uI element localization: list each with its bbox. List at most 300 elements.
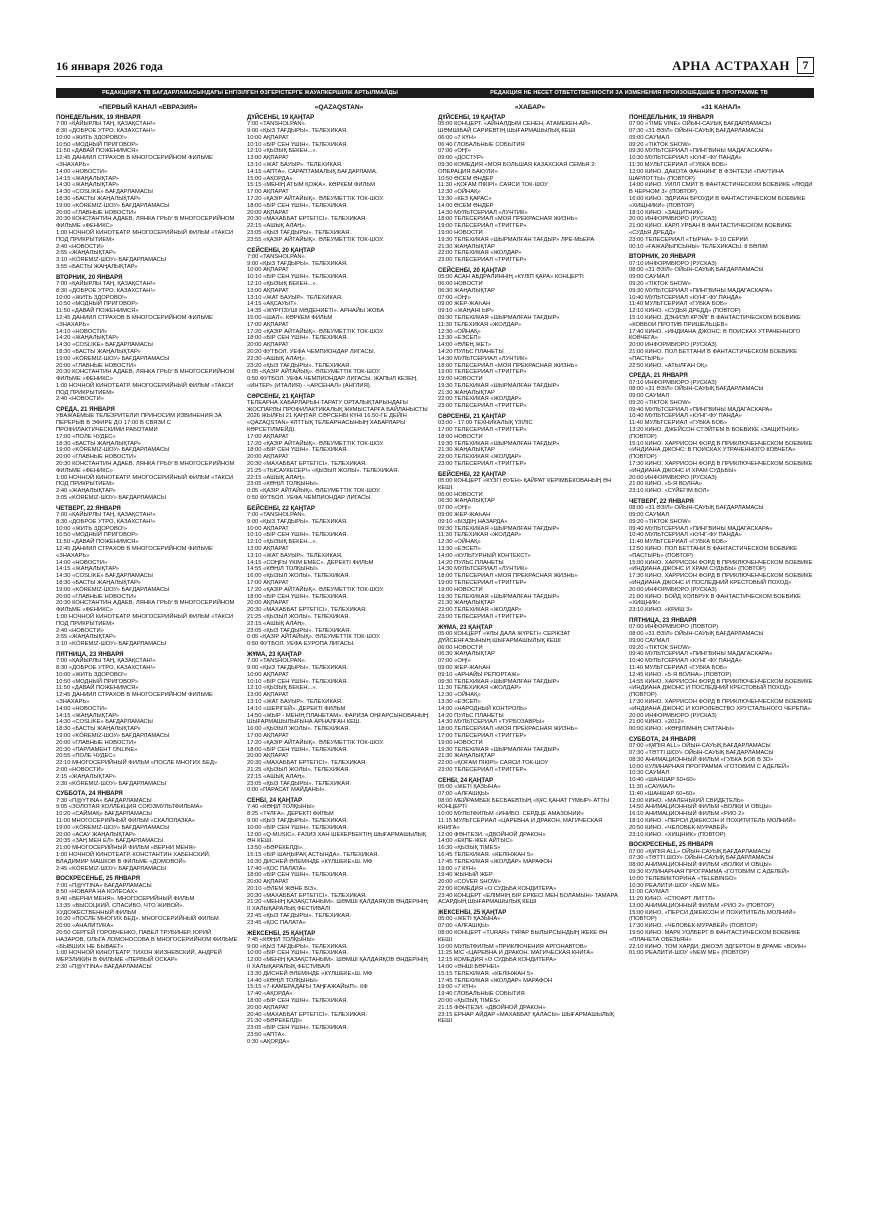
program-listing: 10:50 «МОДНЫЙ ПРИГОВОР» xyxy=(56,301,139,308)
program-listing: 22:15 «АШЫҚ АЛАҢ». xyxy=(247,474,307,481)
program-listing: 20:20 ФУТБОЛ. УЕФА ЧЕМПИОНДАР ЛИГАСЫ. xyxy=(247,348,376,355)
program-listing: 23:00 ТЕЛЕСЕРИАЛ «ТРИГГЕР» xyxy=(438,461,527,468)
day-heading: ЧЕТВЕРГ, 22 ЯНВАРЯ xyxy=(56,504,121,512)
program-listing: 19:00 ТЕЛЕСЕРИАЛ «ТРИГГЕР» xyxy=(438,580,527,587)
program-listing: 21:00 МНОГОСЕРИЙНЫЙ ФИЛЬМ «ВЕРНИ МЕНЯ» xyxy=(56,845,196,852)
program-listing: 08:00 «31 ӘЗІЛ» ОЙЫН-САУЫҚ БАҒДАРЛАМАСЫ xyxy=(629,505,764,512)
program-listing: 21:20 «МЕНІҢ ҚАЗАҚСТАНЫМ». ШӘМШІ ҚАЛДАЯҚОВ ӘНДЕРІНІҢ ІІ ХАЛЫҚАРАЛЫҚ ФЕСТИВАЛІ xyxy=(247,899,430,913)
program-listing: 22:00 ТЕЛЕХИКАЯ «ЖОЛДАР» xyxy=(438,250,522,257)
program-listing: 22:30 «АШЫҚ АЛАҢ». xyxy=(247,355,307,362)
program-listing: 12:30 «ОЙНАҚ» xyxy=(438,189,481,196)
program-listing: 18:10 КИНО. «ЗАЩИТНИК» xyxy=(629,209,704,216)
program-listing: 10:10 «БІР СЕН ҮШІН». ТЕЛЕХИКАЯ. xyxy=(247,532,349,539)
program-listing: 13:30 «ЕЭСЕП» xyxy=(438,546,481,553)
program-listing: 09:30 КУЛИНАРНАЯ ПРОГРАММА «ГОТОВИМ С АДЕЛЕЙ» xyxy=(629,868,790,875)
program-listing: 19:00 «KÓREMIZ-ШОУ» БАҒДАРЛАМАСЫ xyxy=(56,447,170,454)
program-listing: 13:35 «ВЫСОЦКИЙ. СПАСИБО, ЧТО ЖИВОЙ». ХУДОЖЕСТВЕННЫЙ ФИЛЬМ xyxy=(56,902,186,916)
program-listing: 18:00 ТЕЛЕСЕРИАЛ «МОЯ ПРЕКРАСНАЯ ЖИЗНЬ» xyxy=(438,726,578,733)
newspaper-title: АРНА АСТРАХАН xyxy=(672,58,790,73)
program-listing: 14:35 «ЖҮРГІЗУШІ МӘДЕНИЕТІ». АРНАЙЫ ЖОБА xyxy=(247,308,384,315)
program-listing: 10:00 «БІР СЕН ҮШІН». ТЕЛЕХИКАЯ. xyxy=(247,950,349,957)
program-listing: 20:30 «МАХАББАТ ЕРТЕГІСІ». ТЕЛЕХИКАЯ. xyxy=(247,760,367,767)
program-listing: 7:30 «П@YTINA» БАҒДАРЛАМАСЫ xyxy=(56,797,152,804)
program-listing: 09:00 ЖЕР-ЖАҺАН xyxy=(438,664,491,671)
program-listing: 22:00 ТЕЛЕХИКАЯ «ЖОЛДАР» xyxy=(438,396,522,403)
program-listing: 17:00 «ПОЛЕ ЧУДЕС» xyxy=(56,433,116,440)
program-listing: 15:00 КИНО. ХАРРИСОН ФОРД В ПРИКЛЮЧЕНЧЕСКОМ БОЕВИКЕ «ИНДИАНА ДЖОНС И ХРАМ СУДЬБЫ» (ПОВТОР) xyxy=(629,559,815,573)
program-listing: 7:00 «TANSHOLPAN». xyxy=(247,121,307,128)
program-listing: 18:00 «БІР СЕН ҮШІН». ТЕЛЕХИКАЯ. xyxy=(247,998,349,1005)
program-listing: 20:30 «МАХАББАТ ЕРТЕГІСІ». ТЕЛЕХИКАЯ. xyxy=(247,461,367,468)
day-heading: ЖҰМА, 23 ҚАҢТАР xyxy=(438,623,493,631)
program-listing: 12:10 КИНО. «СУДЬЯ ДРЕДД» (ПОВТОР) xyxy=(629,308,741,315)
program-listing: 10:00 «ЖИТЬ ЗДОРОВО!» xyxy=(56,525,128,532)
program-listing: 23:45 «ҚОС ПАЛАТА» xyxy=(247,919,306,926)
program-listing: 2:55 «ЖАҢАЛЫҚТАР» xyxy=(56,634,116,641)
program-listing: 14:00 «НОВОСТИ» xyxy=(56,705,108,712)
program-listing: 20:30 КОНСТАНТИН АДАЕВ, ЛЯНКА ГРЫУ В МНОГОСЕРИЙНОМ ФИЛЬМЕ «ФЕНИКС» xyxy=(56,600,237,614)
program-listing: 8:30 «ДОБРОЕ УТРО, КАЗАХСТАН!» xyxy=(56,664,156,671)
program-listing: 13:30 «ЕЭСЕП» xyxy=(438,698,481,705)
program-listing: 15:15 «МЕНІҢ АТЫМ ҚОЖА». КӨРКЕМ ФИЛЬМ xyxy=(247,182,375,189)
program-listing: 7:00 «TANSHOLPAN». xyxy=(247,253,307,260)
program-listing: 9:00 «ҚЫЗ ТАҒДЫРЫ». ТЕЛЕХИКАЯ. xyxy=(247,260,348,267)
program-listing: 17:20 «ҚАЗІР АЙТАЙЫҚ». ӘЛЕУМЕТТІК ТОК-ШОУ. xyxy=(247,586,384,593)
program-listing: 21:00 КИНО. «2012» xyxy=(629,719,684,726)
program-listing: 9:05 «ЗОЛОТАЯ КОЛЛЕКЦИЯ СОЮЗМУЛЬТФИЛЬМА» xyxy=(56,804,203,811)
program-listing: 19:00 «KÓREMIZ-ШОУ» БАҒДАРЛАМАСЫ xyxy=(56,355,170,362)
program-listing: 23:00 ТЕЛЕСЕРИАЛ «ТРИГГЕР» xyxy=(438,614,527,620)
program-listing: 07:00 «ҚҰПІЯ ALL» ОЙЫН-САУЫҚ БАҒДАРЛАМАСЫ xyxy=(629,848,771,855)
day-heading: БЕЙСЕНБІ, 22 ҚАҢТАР xyxy=(247,504,315,512)
program-listing: 11:50 «ДАВАЙ ПОЖЕНИМСЯ» xyxy=(56,685,139,692)
program-listing: 12:30 «ОЙНАҚ» xyxy=(438,328,481,335)
program-listing: 17:00 ТЕЛЕСЕРИАЛ «ТРИГГЕР» xyxy=(438,732,527,739)
program-listing: 16:30 «ҚЫЗЫҚ TIMES» xyxy=(438,845,501,852)
program-listing: 7:00 «ҚАЙЫРЛЫ ТАҢ, ҚАЗАҚСТАН!» xyxy=(56,121,156,128)
program-listing: 14:00 ӨСЕМ ӨНДЕР xyxy=(438,202,494,209)
program-listing: 10:00 КУЛИНАРНАЯ ПРОГРАММА «ГОТОВИМ С АДЕЛЕЙ» xyxy=(629,763,790,770)
program-listing: 12:10 «ҚЫЗЫҚ БЕКЕН...». xyxy=(247,280,318,287)
program-listing: 06:00 НОВОСТИ xyxy=(438,280,483,287)
program-listing: 09:40 МУЛЬТСЕРИАЛ «ПИНГВИНЫ МАДАГАСКАРА» xyxy=(629,651,773,658)
day-heading: СӘРСЕНБІ, 21 ҚАҢТАР xyxy=(247,392,315,400)
program-listing: 11:00 САУМАЛ xyxy=(629,889,669,896)
program-listing: 20:30 «МАХАББАТ ЕРТЕГІСІ». ТЕЛЕХИКАЯ. xyxy=(247,607,367,614)
program-listing: 11:30 ТЕЛЕХИКАЯ «ЖОЛДАР» xyxy=(438,321,522,328)
day-heading: СУББОТА, 24 ЯНВАРЯ xyxy=(56,790,123,798)
program-listing: 14:30 «СOSLIKE» БАҒДАРЛАМАСЫ xyxy=(56,719,153,726)
program-listing: 20:00 «ГЛАВНЫЕ НОВОСТИ» xyxy=(56,362,137,369)
program-listing: 2:40 «НОВОСТИ» xyxy=(56,243,104,250)
program-listing: 09:30 МУЛЬТСЕРИАЛ «ПИНГВИНЫ МАДАГАСКАРА» xyxy=(629,287,773,294)
program-listing: 9:00 «ҚЫЗ ТАҒДЫРЫ». ТЕЛЕХИКАЯ. xyxy=(247,518,348,525)
program-listing: 21:30 «БӘРЕКЕЛДІ» xyxy=(247,1018,303,1025)
day-heading: ВОСКРЕСЕНЬЕ, 25 ЯНВАРЯ xyxy=(56,875,140,883)
program-listing: 11:00 МНОГОСЕРИЙНЫЙ ФИЛЬМ «СКАЛОЛАЗКА» xyxy=(56,817,195,824)
program-listing: 14:30 «СOSLIKE» БАҒДАРЛАМАСЫ xyxy=(56,342,153,349)
program-listing: 19:30 ТЕЛЕХИКАЯ «ШЫРМАЛҒАН ТАҒДЫР» xyxy=(438,382,560,389)
program-listing: 09:30 ТЕЛЕХИКАЯ «ШЫРМАЛҒАН ТАҒДЫР» xyxy=(438,314,560,321)
program-listing: 10:50 «МОДНЫЙ ПРИГОВОР» xyxy=(56,678,139,685)
program-listing: 12:00 ФӘНТЕЗИ. «ДВОЙНОЙ ДРАКОН» xyxy=(438,831,546,838)
program-listing: 7:00 «TANSHOLPAN». xyxy=(247,512,307,519)
program-listing: 13:30 «ЕЭСЕП» xyxy=(438,335,481,342)
program-listing: 15:10 КИНО. ДЭНИЭЛ КРЭЙГ В ФАНТАСТИЧЕСКОМ БОЕВИКЕ «КОВБОИ ПРОТИВ ПРИШЕЛЬЦЕВ» xyxy=(629,314,803,328)
program-listing: 09:00 САУМАЛ xyxy=(629,637,670,644)
program-listing: 14:00 «ЕКПЕ-ЖЕК АЙТЫС» xyxy=(438,838,513,845)
day-heading: СРЕДА, 21 ЯНВАРЯ xyxy=(629,372,688,380)
program-listing: 08:00 «31 ӘЗІЛ» ОЙЫН-САУЫҚ БАҒДАРЛАМАСЫ xyxy=(629,631,764,637)
program-listing: 22:00 «ҚОҒАМ ПІКІРІ» САЯСИ ТОК-ШОУ xyxy=(438,760,549,767)
program-listing: 10:30 РЕАЛИТИ-ШОУ «NEW ME» xyxy=(629,882,720,889)
program-listing: 20:00 «ГЛАВНЫЕ НОВОСТИ» xyxy=(56,593,137,600)
program-listing: 19:30 ТЕЛЕХИКАЯ «ШЫРМАЛҒАН ТАҒДЫР» xyxy=(438,440,560,447)
program-listing: 14:20 «ЖАҢАЛЫҚТАР» xyxy=(56,335,120,342)
program-listing: 21:30 ЖАҢАЛЫҚТАР xyxy=(438,447,495,454)
program-listing: 21:00 КИНО. «5-Я ВОЛНА» xyxy=(629,481,702,488)
program-listing: 20:30 КОНСТАНТИН АДАЕВ, ЛЯНКА ГРЫУ В МНОГОСЕРИЙНОМ ФИЛЬМЕ «ФЕНИКС» xyxy=(56,461,237,474)
program-listing: 16:45 ТЕЛЕХИКАЯ. «КЕЛІНЖАН 5» xyxy=(438,851,534,858)
program-listing: 12:45 ДАНИИЛ СТРАХОВ В МНОГОСЕРИЙНОМ ФИЛЬМЕ «ЗНАХАРЬ» xyxy=(56,314,215,328)
program-listing: 14:30 МУЛЬТСЕРИАЛ «ЛУНТИК» xyxy=(438,355,528,362)
program-listing: 17:00 АҚПАРАТ xyxy=(247,433,289,440)
program-listing: 21:30 ЖАҢАЛЫҚТАР xyxy=(438,600,495,607)
program-listing: 18:00 «БІР СЕН ҮШІН». ТЕЛЕХИКАЯ. xyxy=(247,447,349,454)
program-listing: 08:00 КОНЦЕРТ «TURAR» ТҰРАР БЫЛЫРСЫНДЫҢ ЖЕКЕ ӘН КЕШІ xyxy=(438,930,609,943)
program-listing: 19:00 «KÓREMIZ-ШОУ» БАҒДАРЛАМАСЫ xyxy=(56,824,170,831)
program-listing: 12:10 «ҚЫЗЫҚ БЕКЕН...». xyxy=(247,685,318,692)
program-listing: 16:00 КИНО. ЭДРИАН БРОУДИ В ФАНТАСТИЧЕСКОМ БОЕВИКЕ «ХИЩНИКИ» (ПОВТОР) xyxy=(629,195,808,209)
program-listing: 17:20 «ҚАЗІР АЙТАЙЫҚ». ӘЛЕУМЕТТІК ТОК-ШОУ. xyxy=(247,440,384,447)
program-listing: 12:45 ДАНИИЛ СТРАХОВ В МНОГОСЕРИЙНОМ ФИЛЬМЕ «ЗНАХАРЬ» xyxy=(56,155,215,168)
program-listing: 0:00 «ПАРАСАТ МАЙДАНЫ». xyxy=(247,787,326,794)
program-listing: 15:15 ТЕЛЕХИКАЯ. «КЕЛІНЖАН 5» xyxy=(438,970,534,977)
program-listing: 13:00 АҚПАРАТ xyxy=(247,155,289,162)
program-listing: 14:15 «АПТА». САРАПТАМАЛЫҚ БАҒДАРЛАМА. xyxy=(247,168,378,175)
day-heading: СЕЙСЕНБІ, 20 ҚАҢТАР xyxy=(438,266,506,274)
program-listing: УВАЖАЕМЫЕ ТЕЛЕЗРИТЕЛИ! ПРИНОСИМ ИЗВИНЕНИЯ ЗА ПЕРЕРЫВ В ЭФИРЕ ДО 17:00 В СВЯЗИ С ПРОФИЛАКТИЧЕСКИМИ РАБОТАМИ xyxy=(56,413,224,434)
program-listing: 19:00 НОВОСТИ xyxy=(438,739,483,746)
program-listing: 9:00 «ҚЫЗ ТАҒДЫРЫ». ТЕЛЕХИКАЯ. xyxy=(247,128,348,134)
day-heading: СЕНБІ, 24 ҚАҢТАР xyxy=(247,797,303,805)
program-listing: 14:30 «СOSLIKE» БАҒДАРЛАМАСЫ xyxy=(56,573,153,580)
program-listing: 20:55 «ПОЛЕ ЧУДЕС» xyxy=(56,753,116,760)
program-listing: 11:50 «ДАВАЙ ПОЖЕНИМСЯ» xyxy=(56,539,139,546)
program-listing: 2:30 «П@YTINA» БАҒДАРЛАМАСЫ xyxy=(56,964,152,971)
program-listing: 10:00 «ЖИТЬ ЗДОРОВО!» xyxy=(56,134,128,141)
program-listing: 20:00 ИНФОРМБЮРО (РУСКАЗ) xyxy=(629,216,717,223)
day-heading: СРЕДА, 21 ЯНВАРЯ xyxy=(56,406,115,414)
page-number: 7 xyxy=(797,57,814,74)
program-listing: 06:00 НОВОСТИ xyxy=(438,491,483,498)
program-listing: 14:50 АНИМАЦИОННЫЙ ФИЛЬМ «ВОЛКИ И ОВЦЫ» xyxy=(629,804,772,811)
program-listing: 11:30 МУЛЬТСЕРИАЛ «ГУБКА БОБ» xyxy=(629,161,728,168)
program-listing: 23:55 «ҚАЗІР АЙТАЙЫҚ». ӘЛЕУМЕТТІК ТОК-ШОУ. xyxy=(247,236,384,243)
program-listing: 05:00 «ЖЕТІ ҚАЗЫНА» xyxy=(438,916,501,923)
program-listing: 14:40 «КӨҢІЛ ТОЛҚЫНЫ» xyxy=(247,977,319,984)
day-heading: СЕНБІ, 24 ҚАҢТАР xyxy=(438,776,494,784)
program-listing: 06:30 ЖАҢАЛЫҚТАР xyxy=(438,498,495,505)
channel-column xyxy=(247,104,431,1222)
program-listing: 2:00 «НОВОСТИ» xyxy=(56,766,104,773)
program-listing: 09:00 ЖЕР-ЖАҺАН xyxy=(438,301,491,308)
program-listing: 14:30 МУЛЬТСЕРИАЛ «ТУРБОЗАВРЫ» xyxy=(438,719,545,726)
program-listing: 23:00 ТЕЛЕСЕРИАЛ «ТРИГГЕР» xyxy=(438,766,527,773)
program-listing: 06:40 ГЛОБАЛЬНЫЕ СОБЫТИЯ xyxy=(438,141,525,148)
program-listing: 13:30 «КЕЗ ҚАРАС» xyxy=(438,195,492,202)
program-listing: 3:05 «KÓREMIZ-ШОУ» БАҒДАРЛАМАСЫ xyxy=(56,495,166,502)
program-listing: 23:05 «ҚЫЗ ТАҒДЫРЫ». ТЕЛЕХИКАЯ. xyxy=(247,780,351,787)
program-listing: 15:15 «7-КАМЕРАДАҒЫ ТАҢҒАЖАЙЫП». КФ xyxy=(247,984,368,991)
program-listing: 14:15 «ЖАҢАЛЫҚТАР» xyxy=(56,566,120,573)
program-listing: 16:00 «ҚЫЗЫЛ ЖОЛЫ». ТЕЛЕХИКАЯ. xyxy=(247,726,351,733)
program-listing: 07:00 «АЛҒАШҚЫ» xyxy=(438,790,490,797)
day-heading: ВОСКРЕСЕНЬЕ, 25 ЯНВАРЯ xyxy=(629,841,713,849)
program-listing: 10:00 АҚПАРАТ xyxy=(247,134,289,141)
program-listing: 19:00 «KÓREMIZ-ШОУ» БАҒДАРЛАМАСЫ xyxy=(56,202,170,209)
program-listing: 13:00 АҚПАРАТ xyxy=(247,546,289,553)
day-heading: ПОНЕДЕЛЬНИК, 19 ЯНВАРЯ xyxy=(56,114,141,121)
program-listing: 9:00 «ҚЫЗ ТАҒДЫРЫ». ТЕЛЕХИКАЯ. xyxy=(247,817,348,824)
program-listing: 14:00 КИНО. УИЛЛ СМИТ В ФАНТАСТИЧЕСКОМ БОЕВИКЕ «ЛЮДИ В ЧЕРНОМ 3» (ПОВТОР) xyxy=(629,182,815,196)
day-heading: ВТОРНИК, 20 ЯНВАРЯ xyxy=(56,273,123,281)
program-listing: 1:00 НОЧНОЙ КИНОТЕАТР. КОНСТАНТИН ХАБЕНСКИЙ, ВЛАДИМИР МАШКОВ В ФИЛЬМЕ «ДОМОВОЙ» xyxy=(56,851,213,865)
channel-title: «31 КАНАЛ» xyxy=(701,104,741,111)
program-listing: 2:55 «ЖАҢАЛЫҚТАР» xyxy=(56,250,116,257)
program-listing: 08:00 «31 ӘЗІЛ» ОЙЫН-САУЫҚ БАҒДАРЛАМАСЫ xyxy=(629,267,764,274)
program-listing: 09:00 САУМАЛ xyxy=(629,393,670,400)
program-listing: 17:20 «ҚАЗІР АЙТАЙЫҚ». ӘЛЕУМЕТТІК ТОК-ШОУ. xyxy=(247,739,384,746)
program-listing: 17:45 ТЕЛЕХИКАЯ «ЖОЛДАР» МАРАФОН xyxy=(438,858,553,865)
program-listing: 22:15 «АШЫҚ АЛАҢ». xyxy=(247,773,307,780)
program-listing: 19:30 ТЕЛЕХИКАЯ «ШЫРМАЛҒАН ТАҒДЫР» xyxy=(438,746,560,753)
program-listing: 06:30 ЖАҢАЛЫҚТАР xyxy=(438,651,495,658)
program-listing: 09:10 «БІЗДІҢ НАЗАРДА» xyxy=(438,518,508,525)
program-listing: 12:45 ДАНИИЛ СТРАХОВ В МНОГОСЕРИЙНОМ ФИЛЬМЕ «ЗНАХАРЬ» xyxy=(56,692,215,705)
program-listing: 7:45 «КӨҢІЛ ТОЛҚЫНЫ» xyxy=(247,936,315,943)
program-listing: 22:00 ТЕЛЕХИКАЯ «ЖОЛДАР» xyxy=(438,454,522,461)
day-heading: БЕЙСЕНБІ, 22 ҚАҢТАР xyxy=(438,470,506,478)
program-listing: 21:25 «ҚЫЗЫЛ ЖОЛЫ». ТЕЛЕХИКАЯ. xyxy=(247,614,351,620)
day-heading: ВТОРНИК, 20 ЯНВАРЯ xyxy=(629,253,696,261)
program-listing: 21:00 КИНО. БОЙД ХОЛБРУК В ФАНТАСТИЧЕСКОМ БОЕВИКЕ «ХИЩНИК» xyxy=(629,593,803,607)
program-listing: 2:40 «НОВОСТИ» xyxy=(56,627,104,634)
program-listing: 19:40 ЖЫНЫЙ ЖЕР xyxy=(438,872,493,879)
program-listing: 10:50 ӨСЕМ ӨНДЕР xyxy=(438,175,494,182)
program-listing: 09:30 МУЛЬТСЕРИАЛ «ПИНГВИНЫ МАДАГАСКАРА» xyxy=(629,148,773,155)
program-listing: 21:30 ЖАҢАЛЫҚТАР xyxy=(438,389,495,396)
program-listing: 8:25 «ТҰЛҒА». ДЕРЕКТІ ФИЛЬМ xyxy=(247,811,334,818)
program-listing: 17:00 АҚПАРАТ xyxy=(247,732,289,739)
program-listing: 23:05 «КӨҢІЛ ТОЛҚЫНЫ». xyxy=(247,481,320,488)
program-listing: 19:00 «KÓREMIZ-ШОУ» БАҒДАРЛАМАСЫ xyxy=(56,732,170,739)
program-listing: 14:10 «НОВОСТИ» xyxy=(56,328,108,335)
program-listing: 20:30 КОНСТАНТИН АДАЕВ, ЛЯНКА ГРЫУ В МНОГОСЕРИЙНОМ ФИЛЬМЕ «ФЕНИКС» xyxy=(56,369,237,383)
program-listing: 22:15 «АШЫҚ АЛАҢ». xyxy=(247,620,307,627)
program-listing: 3:10 «KÓREMIZ-ШОУ» БАҒДАРЛАМАСЫ xyxy=(56,641,166,648)
day-heading: ДҮЙСЕНБІ, 19 ҚАҢТАР xyxy=(247,114,315,121)
program-listing: 15:00 «АҚОРДА» xyxy=(247,175,293,182)
program-listing: 14:20 ПУЛЬС ПЛАНЕТЫ xyxy=(438,559,504,566)
program-listing: 10:10 «БІР СЕН ҮШІН». ТЕЛЕХИКАЯ. xyxy=(247,141,349,148)
program-listing: 18:00 ТЕЛЕСЕРИАЛ «МОЯ ПРЕКРАСНАЯ ЖИЗНЬ» xyxy=(438,362,578,369)
program-listing: 14:00 «ӨЛЕҢ ЖЕТ» xyxy=(438,342,492,349)
program-listing: 23:05 «БІР СЕН ҮШІН». ТЕЛЕХИКАЯ. xyxy=(247,1025,349,1032)
program-listing: 09:20 «ТІКТОК SHOW» xyxy=(629,280,691,287)
program-listing: 20:30 «МАХАББАТ ЕРТЕГІСІ». ТЕЛЕХИКАЯ. xyxy=(247,892,367,899)
program-listing: 10:40 МУЛЬТСЕРИАЛ «КУНГ-ФУ ПАНДА» xyxy=(629,413,742,420)
program-listing: 13:00 АҚПАРАТ xyxy=(247,287,289,294)
program-listing: 17:00 АҚПАРАТ xyxy=(247,580,289,587)
program-listing: 19:50 КИНО. МАРК УОЛБЕРГ В ФАНТАСТИЧЕСКОМ БОЕВИКЕ «ПЛАНЕТА ОБЕЗЬЯН» xyxy=(629,930,802,943)
program-listing: 7:00 «ҚАЙЫРЛЫ ТАҢ, ҚАЗАҚСТАН!» xyxy=(56,280,156,287)
program-listing: ТЕЛЕАРНА ХАБАРЛАРЫН ТАРАТУ ОРТАЛЫҚТАРЫНДАҒЫ ЖОСПАРЛЫ ПРОФИЛАКТИКАЛЫҚ ЖҰМЫСТАРҒА БАЙЛАНЫСТЫ 2026 ЖЫЛҒЫ 21 ҚАҢТАР, СӘРСЕНБІ КҮНІ 16.50-ГЕ ДЕЙІН «QAZAQSTAN» ҰЛТТЫҚ ТЕЛЕАРНАСЫНЫҢ ХАБАРЛАРЫ КӨРСЕТІЛМЕЙДІ. xyxy=(247,399,430,434)
program-listing: 21:00 КИНО. ПОЛ БЕТТАНИ В ФАНТАСТИЧЕСКОМ БОЕВИКЕ «ПАСТЫРЬ» xyxy=(629,348,799,362)
program-listing: 0:50 ФУТБОЛ. УЕФА ЧЕМПИОНДАР ЛИГАСЫ. ЖАПЫЛ КЕЗЕҢ. «ИНТЕР» (ИТАЛИЯ) - «АРСЕНАЛ» (АНГЛИЯ). xyxy=(247,376,420,389)
program-listing: 10:40 МУЛЬТСЕРИАЛ «КУНГ-ФУ ПАНДА» xyxy=(629,294,742,301)
program-listing: 23:20 «ҚЫЗ ТАҒДЫРЫ». ТЕЛЕХИКАЯ. xyxy=(247,362,351,369)
program-listing: 10:00 АҚПАРАТ xyxy=(247,671,289,678)
program-listing: 20:00 ИНФОРМБЮРО (РУСКАЗ) xyxy=(629,474,717,481)
program-listing: 17:30 КИНО. ХАРРИСОН ФОРД В ПРИКЛЮЧЕНЧЕСКОМ БОЕВИКЕ «ИНДИАНА ДЖОНС И КОРОЛЕВСТВО ХРУСТАЛЬНОГО ЧЕРЕПА» xyxy=(629,698,815,712)
program-listing: 2:40 «НОВОСТИ» xyxy=(56,396,104,403)
program-listing: 19:00 «7 КҮН» xyxy=(438,865,477,872)
program-listing: 20:00 «АСАУ ЖАҢАЛЫҚТАР» xyxy=(56,831,136,838)
page-header xyxy=(56,56,814,77)
program-listing: 11:40 МУЛЬТСЕРИАЛ «ГУБКА БОБ» xyxy=(629,539,728,546)
program-listing: 14:30 «СOSLIKE» БАҒДАРЛАМАСЫ xyxy=(56,189,153,196)
program-listing: 09:00 САУМАЛ xyxy=(629,134,670,141)
program-listing: 23:10 КИНО. «ХИЩНИК» (ПОВТОР) xyxy=(629,831,726,838)
program-listing: 20:00 «ГЛАВНЫЕ НОВОСТИ» xyxy=(56,454,137,461)
program-listing: 2:30 «KÓREMIZ-ШОУ» БАҒДАРЛАМАСЫ xyxy=(56,780,166,787)
program-listing: 17:20 «ҚАЗІР АЙТАЙЫҚ». ӘЛЕУМЕТТІК ТОК-ШОУ. xyxy=(247,328,384,335)
program-listing: 11:30 «САУМАЛ» xyxy=(629,783,676,790)
program-listing: 07:00 «ОҢ!» xyxy=(438,148,471,155)
program-listing: 22:00 ТЕЛЕХИКАЯ «ЖОЛДАР» xyxy=(438,607,522,614)
program-listing: 09:10 «ЖАҢАНІ ЫР» xyxy=(438,308,494,315)
program-listing: 16:20 «ПОСЛЕ МНОГИХ БЕД». МНОГОСЕРИЙНЫЙ ФИЛЬМ xyxy=(56,916,219,923)
program-listing: 14:00 «НОВОСТИ» xyxy=(56,559,108,566)
program-listing: 18:00 «БІР СЕН ҮШІН». ТЕЛЕХИКАЯ. xyxy=(247,202,349,209)
program-listing: 18:30 «БАСТЫ ЖАҢАЛЫҚТАР» xyxy=(56,195,141,202)
program-listing: 10:00 АҚПАРАТ xyxy=(247,525,289,532)
day-heading: ЖҰМА, 23 ҚАҢТАР xyxy=(247,650,302,658)
program-listing: 20:00 АҚПАРАТ xyxy=(247,600,289,607)
program-listing: 09:20 «ТІКТОК SHOW» xyxy=(629,399,691,406)
program-listing: 20:10 «ӘЛЕМ ЖӘНЕ БІЗ». xyxy=(247,885,318,892)
program-listing: 11:25 М/С «ЦАРЕВНА И ДРАКОН. МАГИЧЕСКАЯ КНИГА» xyxy=(438,950,594,957)
program-listing: 20:00 «ГЛАВНЫЕ НОВОСТИ» xyxy=(56,209,137,216)
program-listing: 14:30 МУЛЬТСЕРИАЛ «ЛУНТИК» xyxy=(438,566,528,573)
program-listing: 09:10 «АРНАЙЫ РЕПОРТАЖ» xyxy=(438,671,520,678)
program-listing: 09:30 ТЕЛЕХИКАЯ «ШЫРМАЛҒАН ТАҒДЫР» xyxy=(438,678,560,685)
program-listing: 10:00 «ЖИТЬ ЗДОРОВО!» xyxy=(56,671,128,678)
program-listing: 07:00 «ОҢ!» xyxy=(438,294,471,301)
program-listing: 22:00 КОМЕДИЯ «О СУДЬБА КОНДИТЕРА» xyxy=(438,885,557,892)
program-listing: 12:45 ДАНИИЛ СТРАХОВ В МНОГОСЕРИЙНОМ ФИЛЬМЕ «ЗНАХАРЬ» xyxy=(56,546,215,559)
program-listing: 0:50 ФУТБОЛ. УЕФА ЧЕМПИОНДАР ЛИГАСЫ. xyxy=(247,495,373,502)
program-listing: 3:55 «БАСТЫ ЖАҢАЛЫҚТАР» xyxy=(56,263,138,270)
program-listing: 20:00 «АНАЛИТИКА» xyxy=(56,923,114,930)
program-listing: 16:00 «ҚЫЗЫЛ ЖОЛЫ». ТЕЛЕХИКАЯ. xyxy=(247,573,351,580)
program-listing: 18:10 КИНО. «ПЕРСИ ДЖЕКСОН И ПОХИТИТЕЛЬ МОЛНИЙ» xyxy=(629,817,796,824)
channel-column xyxy=(629,104,813,1222)
program-listing: 23:10 КИНО. «СҮЙЕГІМ БОЛ» xyxy=(629,488,710,495)
program-listing: 7:40 «КӨҢІЛ ТОЛҚЫНЫ» xyxy=(247,804,315,811)
program-listing: 07:00 «АЛҒАШҚЫ» xyxy=(438,923,490,930)
program-listing: 8:30 «ДОБРОЕ УТРО, КАЗАХСТАН!» xyxy=(56,518,156,525)
program-listing: 14:55 «КӨҢІЛ ТОЛҚЫНЫ». xyxy=(247,566,320,573)
program-listing: 11:30 «ҚОҒАМ ПІКІРІ» САЯСИ ТОК-ШОУ xyxy=(438,182,548,189)
program-listing: 07:30 «ТӘТТІ ШОУ» ОЙЫН-САУЫҚ БАҒДАРЛАМАСЫ xyxy=(629,855,774,862)
program-listing: 16:30 ДИСНЕЙ ӘЛЕМІНДЕ «КҮЛШЕКЕ»Ш. МФ xyxy=(247,858,373,865)
program-listing: 13:00 АНИМАЦИОННЫЙ ФИЛЬМ «РИО 2» (ПОВТОР) xyxy=(629,902,774,909)
program-listing: 08:30 АНИМАЦИОННЫЙ ФИЛЬМ «ГУБКА БОБ В 3D» xyxy=(629,756,774,763)
day-heading: ПОНЕДЕЛЬНИК, 19 ЯНВАРЯ xyxy=(629,114,714,121)
program-listing: 10:40 МУЛЬТСЕРИАЛ «КУНГ-ФУ ПАНДА» xyxy=(629,658,742,665)
program-listing: 22:10 МНОГОСЕРИЙНЫЙ ФИЛЬМ «ПОСЛЕ МНОГИХ БЕД» xyxy=(56,760,218,767)
program-listing: 14:15 «ЖАҢАЛЫҚТАР» xyxy=(56,175,120,182)
program-listing: 10:00 АҚПАРАТ xyxy=(247,267,289,274)
program-listing: 14:20 ПУЛЬС ПЛАНЕТЫ xyxy=(438,712,504,719)
program-listing: 9:40 «ВЕРНИ МЕНЯ». МНОГОСЕРИЙНЫЙ ФИЛЬМ xyxy=(56,896,195,903)
program-listing: 11:50 «ДАВАЙ ПОЖЕНИМСЯ» xyxy=(56,308,139,315)
program-listing: 18:00 ТЕЛЕСЕРИАЛ «МОЯ ПРЕКРАСНАЯ ЖИЗНЬ» xyxy=(438,216,578,223)
program-listing: 0:30 «АҚОРДА» xyxy=(247,1038,290,1045)
program-listing: 16:10 АНИМАЦИОННЫЙ ФИЛЬМ «РИО 2» xyxy=(629,811,745,818)
day-heading: СЕЙСЕНБІ, 20 ҚАҢТАР xyxy=(247,246,315,254)
program-listing: 07:10 ИНФОРМБЮРО (РУСКАЗ) xyxy=(629,260,717,267)
program-listing: 10:00 «ЖИТЬ ЗДОРОВО!» xyxy=(56,294,128,301)
program-listing: 20:50 КИНО. «ЧЕЛОВЕК-МУРАВЕЙ» xyxy=(629,824,728,831)
program-listing: 14:50 «ЖЫР - МЕНІҢ ПЛАНЕТАМ». ФАРИЗА ОҢҒАРСЫНОВАНЫҢ ШЫҒАРМАШЫЛЫҒЫНА АРНАЛҒАН КЕШ. xyxy=(247,712,430,726)
program-listing: 14:00 «НАРОДНЫЙ КОНТРОЛЬ» xyxy=(438,705,528,712)
program-listing: 20:00 «COVER SHOW» xyxy=(438,879,501,886)
program-listing: 21:25 «ТЫСАУКЕСЕР!» «ҚЫЗЫЛ ЖОЛЫ». ТЕЛЕХИКАЯ. xyxy=(247,467,399,474)
program-listing: 07:00 ИНФОРМБЮРО (ПОВТОР) xyxy=(629,624,719,631)
program-listing: 21:30 ЖАҢАЛЫҚТАР xyxy=(438,753,495,760)
program-listing: 05:00 АСАН АБДРАЛИННІҢ «КҮЛІП ҚАРА» КОНЦЕРТІ xyxy=(438,274,584,281)
program-listing: 07:00 «ҚҰПІЯ ALL» ОЙЫН-САУЫҚ БАҒДАРЛАМАСЫ xyxy=(629,743,771,750)
program-listing: 14:00 «НОВОСТИ» xyxy=(56,168,108,175)
program-listing: 22:10 КИНО. ТОМ ХАРДИ, ДЖОЭЛ ЭДГЕРТОН В ДРАМЕ «ВОИН» xyxy=(629,943,807,950)
program-listing: 22:15 «АШЫҚ АЛАҢ». xyxy=(247,223,307,230)
program-listing: 20:30 КОНСТАНТИН АДАЕВ, ЛЯНКА ГРЫУ В МНОГОСЕРИЙНОМ ФИЛЬМЕ «ФЕНИКС» xyxy=(56,216,237,230)
program-listing: 08:00 АНИМАЦИОННЫЙ ФИЛЬМ «ВОЛКИ И ОВЦЫ» xyxy=(629,862,772,869)
program-listing: 09:20 «ТІКТОК SHOW» xyxy=(629,644,691,651)
program-listing: 05:00 КОНЦЕРТ «КҮЗГІ ӘУЕН» ҚАЙРАТ КЕРІМБЕКОВАНЫҢ ӘН КЕШІ. xyxy=(438,478,613,491)
program-listing: 2:40 «ЖАҢАЛЫҚТАР» xyxy=(56,488,116,495)
program-listing: 19:00 ТЕЛЕСЕРИАЛ «ТРИГГЕР» xyxy=(438,369,527,376)
program-listing: 07:00 «ОҢ!» xyxy=(438,658,471,665)
program-listing: 10:00 «БІР СЕН ҮШІН». ТЕЛЕХИКАЯ. xyxy=(247,824,349,831)
program-listing: 9:00 «ҚЫЗ ТАҒДЫРЫ». ТЕЛЕХИКАЯ. xyxy=(247,664,348,671)
channel-title: «QAZAQSTAN» xyxy=(314,104,364,111)
program-listing: 19:30 ТЕЛЕХИКАЯ «ШЫРМАЛҒАН ТАҒДЫР» ЛРЕ-МЬЕРА xyxy=(438,236,595,243)
program-listing: 13:50 «БӘРЕКЕЛДІ». xyxy=(247,845,304,852)
program-listing: 10:50 «МОДНЫЙ ПРИГОВОР» xyxy=(56,141,139,148)
program-listing: 20:00 АҚПАРАТ xyxy=(247,209,289,216)
program-listing: 0:50 ФУТБОЛ. УЕФА ЕУРОПА ЛИГАСЫ. xyxy=(247,641,355,648)
tv-schedule-columns xyxy=(56,104,814,1222)
program-listing: 09:40 МУЛЬТСЕРИАЛ «ПИНГВИНЫ МАДАГАСКАРА» xyxy=(629,525,773,532)
program-listing: 21:15 ФӘНТЕЗИ. «ДВОЙНОЙ ДРАКОН» xyxy=(438,1004,546,1011)
program-listing: 11:40 «ШАНШАР 60+60» xyxy=(629,790,696,797)
program-listing: 15:00 «ШАЛ». КӨРКЕМ ФИЛЬМ xyxy=(247,314,333,321)
program-listing: 11:15 МУЛЬТСЕРИАЛ «ЦАРЕВНА И ДРАКОН. МАГИЧЕСКАЯ КНИГА» xyxy=(438,817,604,831)
